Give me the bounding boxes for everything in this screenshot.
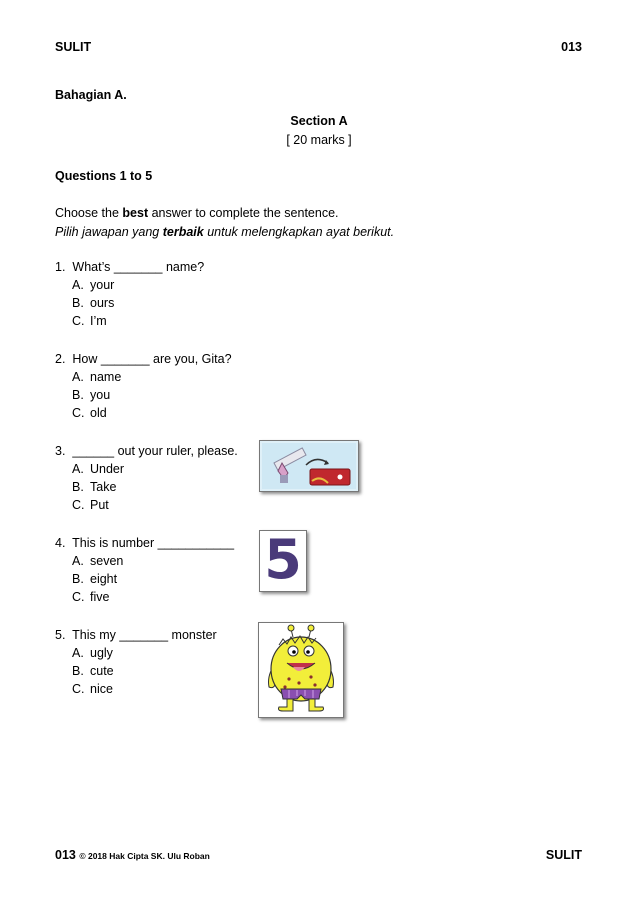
- option-letter: A.: [72, 278, 84, 292]
- option-letter: C.: [72, 314, 85, 328]
- option-text: five: [90, 590, 110, 604]
- header-left: SULIT: [55, 40, 92, 54]
- option-text: I’m: [90, 314, 107, 328]
- option-letter: A.: [72, 370, 84, 384]
- question-text: This is number ___________: [72, 536, 235, 550]
- section-marks: [ 20 marks ]: [286, 133, 352, 147]
- option-letter: C.: [72, 682, 85, 696]
- option-letter: C.: [72, 498, 85, 512]
- section-title: Section A: [290, 114, 348, 128]
- question-text: This my _______ monster: [72, 628, 217, 642]
- option-c[interactable]: [55, 496, 295, 514]
- question-number: 2.: [55, 352, 66, 366]
- question-2: [55, 350, 295, 422]
- question-number: 5.: [55, 628, 66, 642]
- yellow-monster-icon: [259, 623, 343, 717]
- option-a[interactable]: [55, 368, 295, 386]
- option-text: nice: [90, 682, 113, 696]
- option-text: seven: [90, 554, 124, 568]
- instruction-en-suffix: answer to complete the sentence.: [148, 206, 339, 220]
- number-five-icon: 5: [264, 528, 302, 591]
- option-b[interactable]: [55, 386, 295, 404]
- option-letter: C.: [72, 406, 85, 420]
- part-title: Bahagian A.: [55, 88, 127, 102]
- option-text: Put: [90, 498, 109, 512]
- questions-range: Questions 1 to 5: [55, 169, 153, 183]
- instruction-ms-suffix: untuk melengkapkan ayat berikut.: [203, 225, 395, 239]
- question-2-stem: [55, 350, 295, 368]
- option-text: Take: [90, 480, 117, 494]
- question-number: 3.: [55, 444, 66, 458]
- footer-right: SULIT: [545, 848, 582, 862]
- option-a[interactable]: [55, 276, 295, 294]
- option-text: you: [90, 388, 111, 402]
- option-letter: C.: [72, 590, 85, 604]
- ruler-pencil-case-image: [259, 440, 359, 492]
- instruction-malay: [55, 225, 394, 239]
- option-letter: A.: [72, 554, 84, 568]
- question-text: ______ out your ruler, please.: [72, 444, 238, 458]
- number-five-image: [259, 530, 307, 592]
- option-c[interactable]: [55, 312, 295, 330]
- footer-copyright: © 2018 Hak Cipta SK. Ulu Roban: [79, 851, 210, 861]
- instruction-ms-emphasis: terbaik: [162, 225, 204, 239]
- question-1-stem: [55, 258, 295, 276]
- option-text: eight: [90, 572, 118, 586]
- option-letter: A.: [72, 646, 84, 660]
- option-text: Under: [90, 462, 125, 476]
- footer-code: 013: [55, 848, 76, 862]
- option-letter: B.: [72, 480, 84, 494]
- option-text: old: [90, 406, 107, 420]
- monster-image: [258, 622, 344, 718]
- option-text: name: [90, 370, 122, 384]
- instruction-english: [55, 206, 339, 220]
- option-text: your: [90, 278, 115, 292]
- ruler-and-pencil-case-icon: [260, 441, 358, 491]
- header-right: 013: [561, 40, 582, 54]
- question-number: 4.: [55, 536, 66, 550]
- question-number: 1.: [55, 260, 66, 274]
- option-text: ugly: [90, 646, 113, 660]
- instruction-en-prefix: Choose the: [55, 206, 123, 220]
- instruction-ms-prefix: Pilih jawapan yang: [55, 225, 163, 239]
- option-letter: B.: [72, 388, 84, 402]
- question-text: What’s _______ name?: [72, 260, 205, 274]
- option-text: cute: [90, 664, 114, 678]
- option-letter: B.: [72, 664, 84, 678]
- option-letter: B.: [72, 296, 84, 310]
- option-b[interactable]: [55, 294, 295, 312]
- question-text: How _______ are you, Gita?: [72, 352, 232, 366]
- option-letter: B.: [72, 572, 84, 586]
- instruction-en-emphasis: best: [122, 206, 149, 220]
- option-c[interactable]: [55, 404, 295, 422]
- question-1: [55, 258, 295, 330]
- option-text: ours: [90, 296, 115, 310]
- option-letter: A.: [72, 462, 84, 476]
- footer-left: [55, 848, 210, 862]
